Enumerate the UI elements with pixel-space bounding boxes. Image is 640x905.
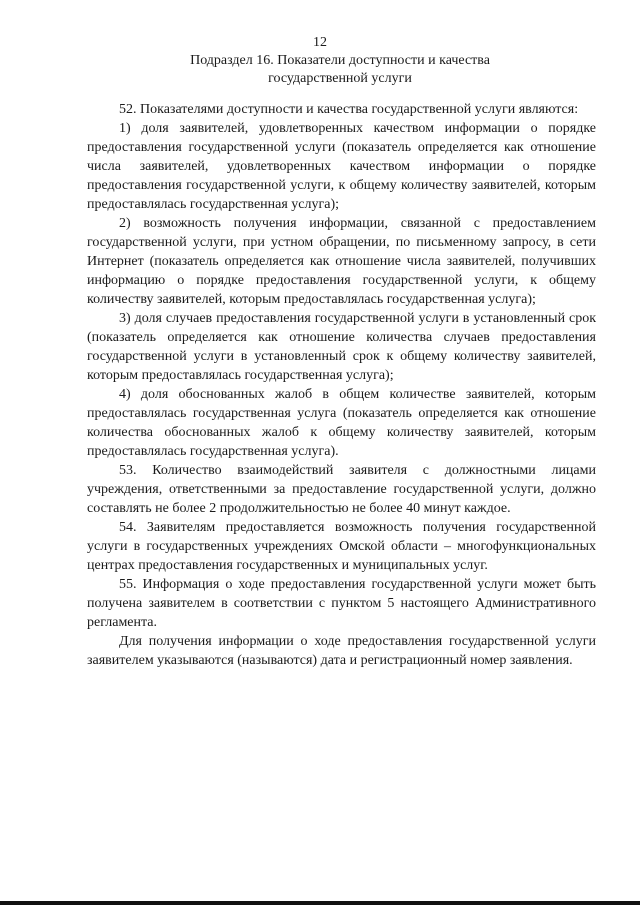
scan-bottom-edge bbox=[0, 901, 640, 905]
page-number: 12 bbox=[313, 35, 327, 50]
paragraph-info-request: Для получения информации о ходе предоставления государственной услуги заявителем указываются (называются) дата и регистрационный номер заявления. bbox=[87, 634, 596, 668]
section-heading-line-2: государственной услуги bbox=[268, 71, 412, 86]
paragraph-55: 55. Информация о ходе предоставления государственной услуги может быть получена заявителем в соответствии с пунктом 5 настоящего Административного регламента. bbox=[87, 577, 596, 630]
paragraph-54: 54. Заявителям предоставляется возможность получения государственной услуги в государственных учреждениях Омской области – многофункциональных центрах предоставления государственных и муниципальных услуг. bbox=[87, 520, 596, 573]
paragraph-52: 52. Показателями доступности и качества государственной услуги являются: bbox=[119, 102, 579, 117]
paragraph-52-item-1: 1) доля заявителей, удовлетворенных качеством информации о порядке предоставления государственной услуги (показатель определяется как отношение числа заявителей, удовлетворенных качеством информации о порядке предоставления государственной услуги, к общему количеству заявителей, которым предоставлялась государственная услуга); bbox=[87, 121, 596, 212]
paragraph-53: 53. Количество взаимодействий заявителя с должностными лицами учреждения, ответственными за предоставление государственной услуги, должно составлять не более 2 продолжительностью не более 40 минут каждое. bbox=[87, 463, 596, 516]
paragraph-52-item-2: 2) возможность получения информации, связанной с предоставлением государственной услуги, при устном обращении, по письменному запросу, в сети Интернет (показатель определяется как отношение числа заявителей, получивших информацию о порядке предоставления государственной услуги, к общему количеству заявителей, которым предоставлялась государственная услуга); bbox=[87, 216, 596, 307]
paragraph-52-item-4: 4) доля обоснованных жалоб в общем количестве заявителей, которым предоставлялась государственная услуга (показатель определяется как отношение количества обоснованных жалоб к общему количеству заявителей, которым предоставлялась государственная услуга). bbox=[87, 387, 596, 459]
paragraph-52-item-3: 3) доля случаев предоставления государственной услуги в установленный срок (показатель определяется как отношение количества случаев предоставления государственной услуги в установленный срок к общему количеству заявителей, которым предоставлялась государственная услуга); bbox=[87, 311, 596, 383]
section-heading bbox=[150, 52, 530, 88]
section-heading-line-1: Подраздел 16. Показатели доступности и качества bbox=[190, 53, 490, 68]
document-body bbox=[87, 100, 596, 670]
